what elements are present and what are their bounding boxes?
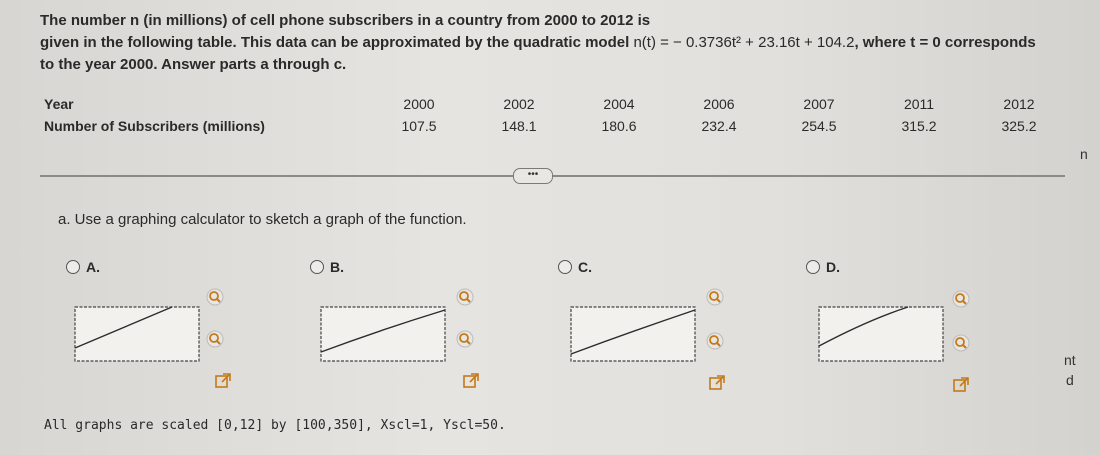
subscriber-cell: 254.5: [801, 118, 837, 134]
choice-c[interactable]: [558, 259, 592, 275]
row-label-subscribers: Number of Subscribers (millions): [44, 118, 265, 134]
radio-b[interactable]: [310, 260, 324, 274]
subscriber-cell: 232.4: [701, 118, 737, 134]
year-cell: 2000: [403, 96, 435, 112]
table-row-year: [44, 96, 1054, 118]
prompt-line-2-end: , where t = 0 corresponds: [854, 34, 1036, 51]
year-cell: 2002: [503, 96, 535, 112]
data-table: [44, 96, 1054, 140]
external-link-icon[interactable]: [214, 372, 232, 390]
year-cell: 2007: [803, 96, 835, 112]
subscriber-cell: 315.2: [901, 118, 937, 134]
zoom-out-icon[interactable]: [456, 330, 474, 348]
year-cell: 2004: [603, 96, 635, 112]
zoom-in-icon[interactable]: [952, 290, 970, 308]
table-row-subscribers: [44, 118, 1054, 140]
external-link-icon[interactable]: [952, 376, 970, 394]
problem-statement: [40, 10, 1070, 76]
zoom-in-icon[interactable]: [706, 288, 724, 306]
side-fragment-text: nt: [1064, 352, 1076, 368]
question-a: a. Use a graphing calculator to sketch a graph of the function.: [58, 211, 467, 228]
external-link-icon[interactable]: [708, 374, 726, 392]
radio-d[interactable]: [806, 260, 820, 274]
radio-a[interactable]: [66, 260, 80, 274]
choice-d[interactable]: [806, 259, 840, 275]
choice-c-label: C.: [578, 259, 592, 275]
graph-c: [570, 306, 696, 362]
zoom-in-icon[interactable]: [206, 288, 224, 306]
zoom-in-icon[interactable]: [456, 288, 474, 306]
prompt-line-2: [40, 32, 1070, 54]
row-label-year: Year: [44, 96, 74, 112]
choice-a-label: A.: [86, 259, 100, 275]
expand-more-button[interactable]: •••: [513, 168, 553, 184]
year-cell: 2006: [703, 96, 735, 112]
radio-c[interactable]: [558, 260, 572, 274]
year-cell: 2012: [1003, 96, 1035, 112]
subscriber-cell: 325.2: [1001, 118, 1037, 134]
choice-d-label: D.: [826, 259, 840, 275]
choice-b[interactable]: [310, 259, 344, 275]
year-cell: 2011: [903, 96, 935, 112]
zoom-out-icon[interactable]: [706, 332, 724, 350]
graph-d: [818, 306, 944, 362]
side-fragment-text: n: [1080, 146, 1088, 162]
subscriber-cell: 180.6: [601, 118, 637, 134]
graph-a: [74, 306, 200, 362]
prompt-line-1: The number n (in millions) of cell phone subscribers in a country from 2000 to 2012 is: [40, 12, 651, 29]
graph-scale-note: All graphs are scaled [0,12] by [100,350], Xscl=1, Yscl=50.: [44, 418, 506, 433]
choice-b-label: B.: [330, 259, 344, 275]
subscriber-cell: 107.5: [401, 118, 437, 134]
graph-b: [320, 306, 446, 362]
zoom-out-icon[interactable]: [206, 330, 224, 348]
choice-a[interactable]: [66, 259, 100, 275]
subscriber-cell: 148.1: [501, 118, 537, 134]
quadratic-model: n(t) = − 0.3736t² + 23.16t + 104.2: [633, 34, 855, 51]
prompt-line-3: to the year 2000. Answer parts a through c.: [40, 56, 347, 73]
zoom-out-icon[interactable]: [952, 334, 970, 352]
external-link-icon[interactable]: [462, 372, 480, 390]
side-fragment-text: d: [1066, 372, 1074, 388]
prompt-line-2-start: given in the following table. This data can be approximated by the quadratic model: [40, 34, 630, 51]
